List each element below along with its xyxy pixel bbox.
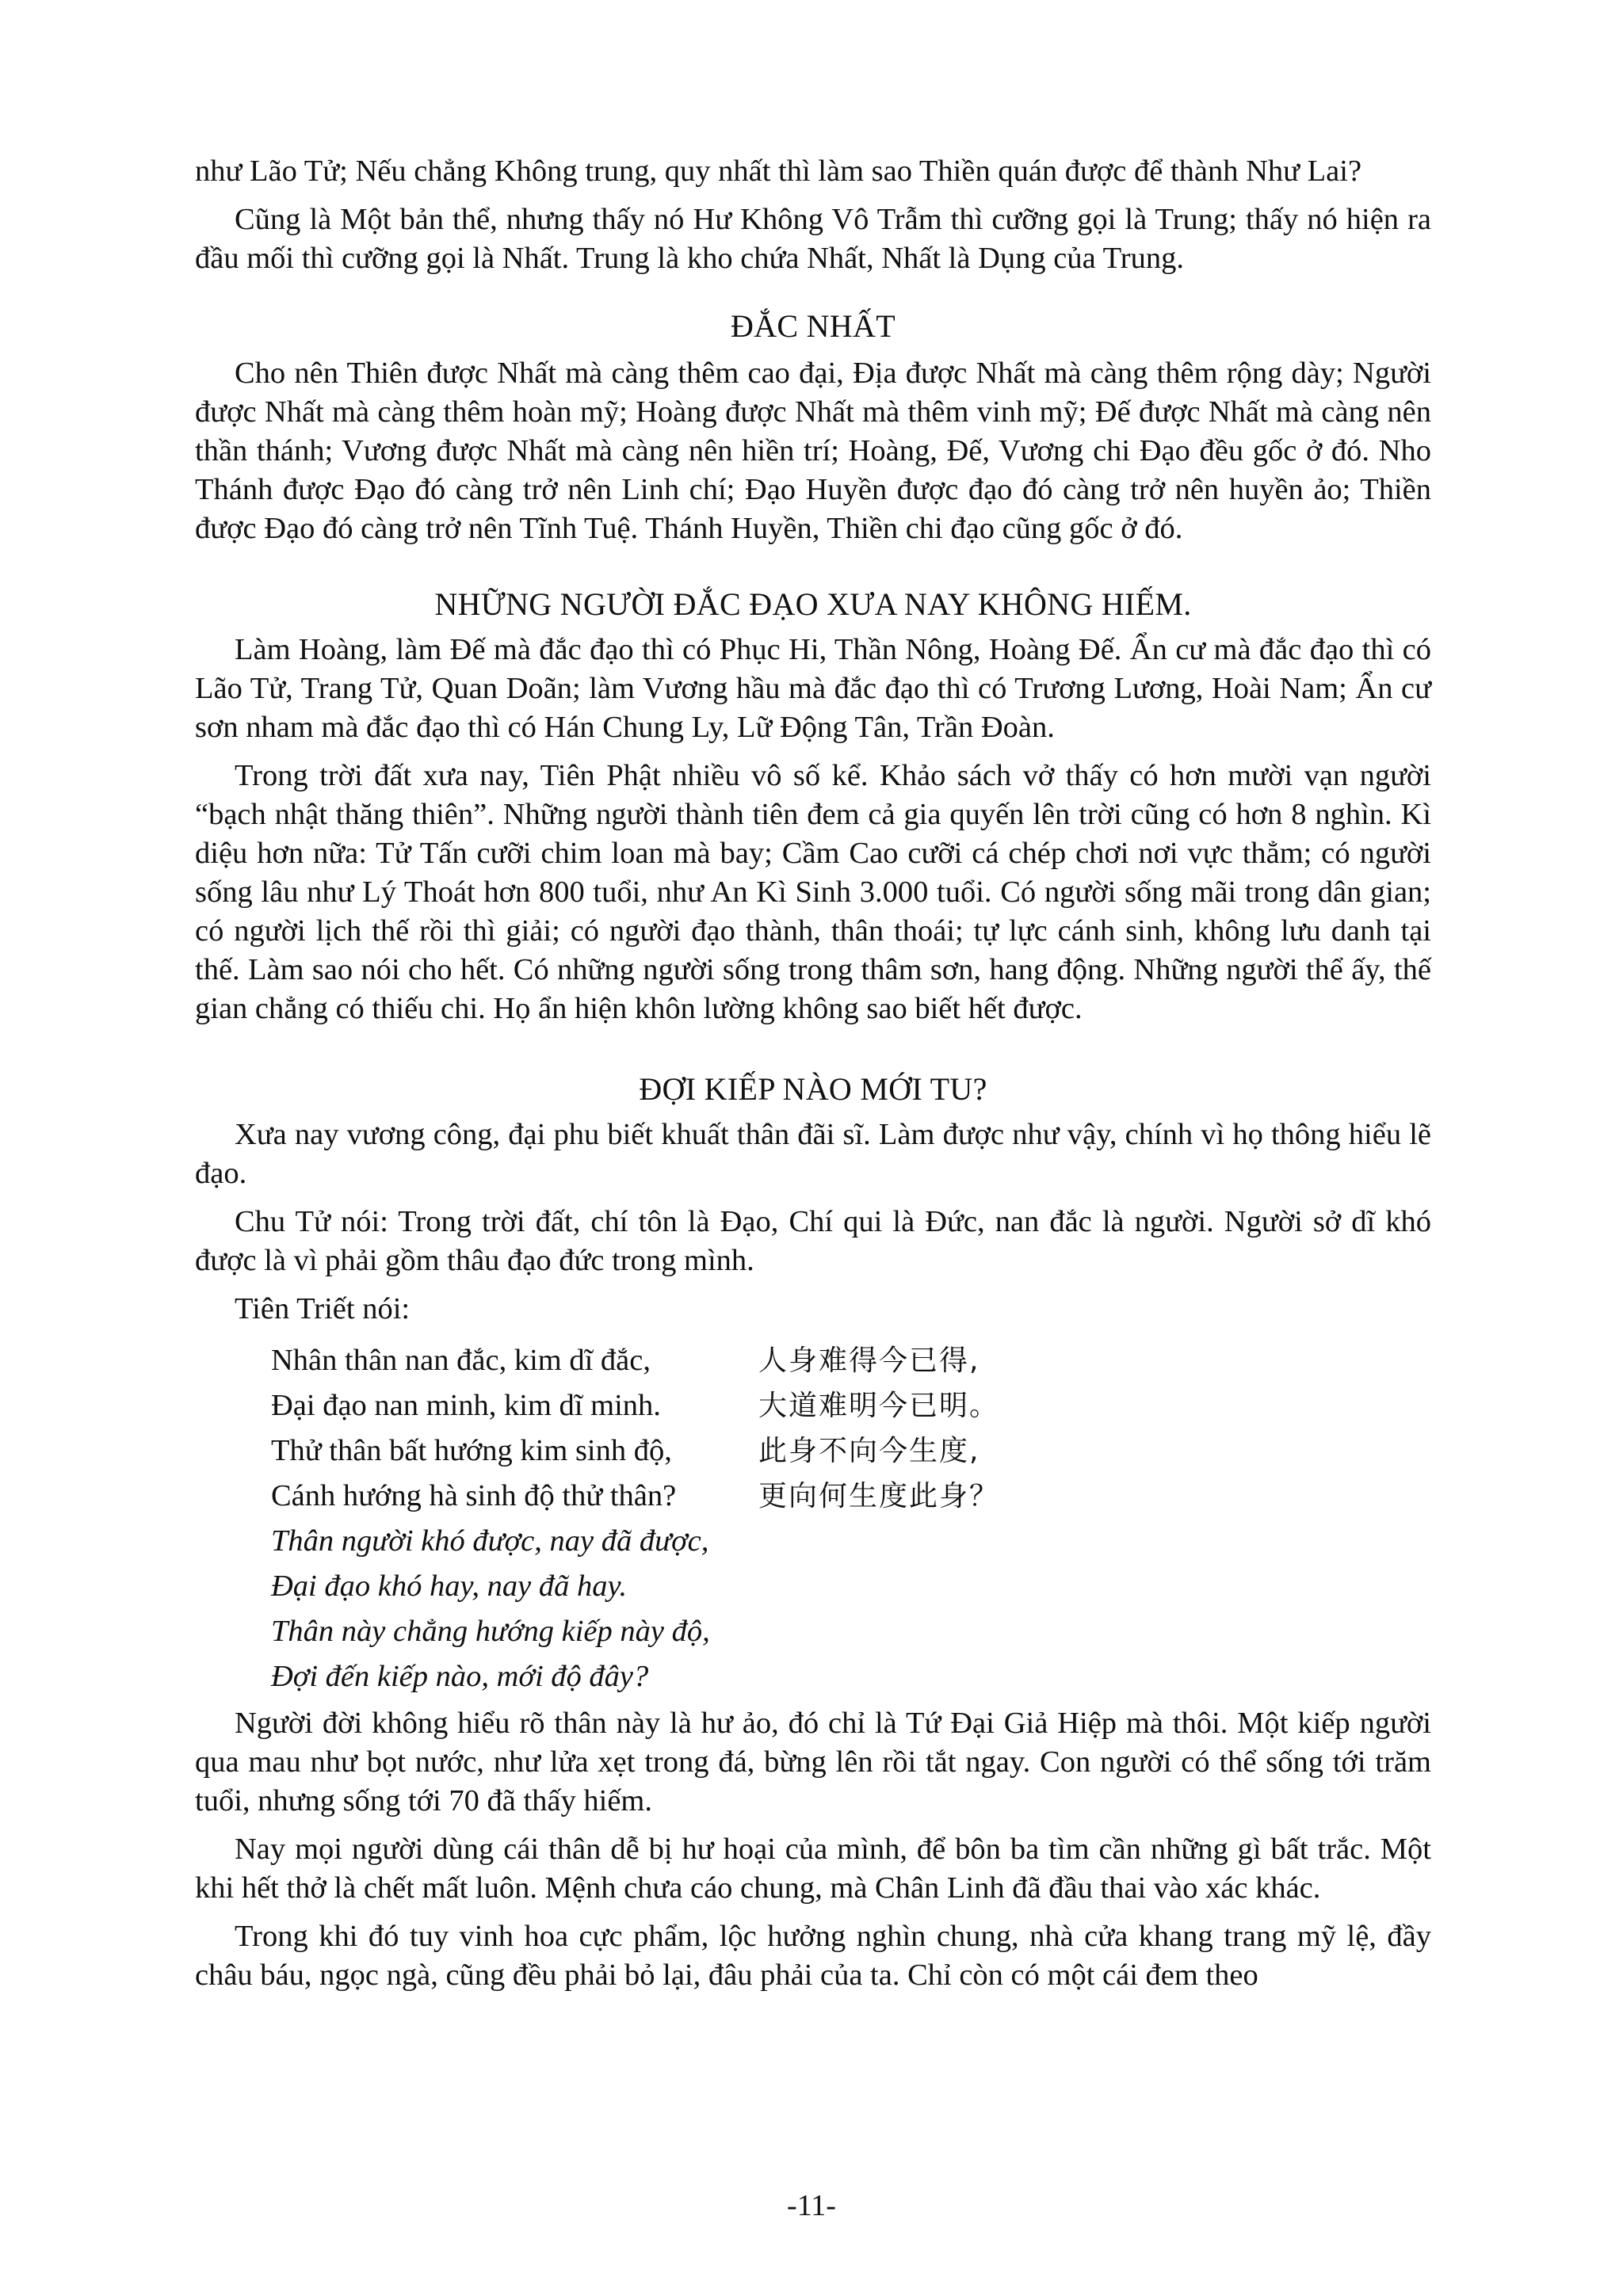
verse-translation-line: Thân người khó được, nay đã được, xyxy=(271,1524,709,1558)
heading-nguoi-dac-dao: NHỮNG NGƯỜI ĐẮC ĐẠO XƯA NAY KHÔNG HIẾM. xyxy=(434,586,1192,622)
paragraph-10: Nay mọi người dùng cái thân dễ bị hư hoại của mình, để bôn ba tìm cần những gì bất trắc. Một khi hết thở là chết mất luôn. Mệnh chưa cáo chung, mà Chân Linh đã đầu thai vào xác khác. xyxy=(195,1833,1431,1905)
verse-vietnamese: Cánh hướng hà sinh độ thử thân? xyxy=(271,1479,677,1512)
paragraph-1: như Lão Tử; Nếu chẳng Không trung, quy nhất thì làm sao Thiền quán được để thành Như Lai? xyxy=(195,154,1362,188)
verse-row xyxy=(271,1428,1431,1474)
paragraph-7: Chu Tử nói: Trong trời đất, chí tôn là Đạo, Chí qui là Đức, nan đắc là người. Người sở dĩ khó được là vì phải gồm thâu đạo đức trong mình. xyxy=(195,1205,1431,1277)
verse-chinese: 更向何生度此身？ xyxy=(758,1480,1000,1512)
verse-translation-line: Đợi đến kiếp nào, mới độ đây? xyxy=(271,1660,649,1693)
verse-vietnamese: Đại đạo nan minh, kim dĩ minh. xyxy=(271,1389,661,1422)
paragraph-8: Tiên Triết nói: xyxy=(235,1292,411,1325)
heading-doi-kiep: ĐỢI KIẾP NÀO MỚI TU? xyxy=(639,1071,987,1107)
verse-translation-line: Thân này chẳng hướng kiếp này độ, xyxy=(271,1615,710,1648)
verse-vietnamese: Nhân thân nan đắc, kim dĩ đắc, xyxy=(271,1344,651,1377)
verse-vietnamese: Thử thân bất hướng kim sinh độ, xyxy=(271,1434,672,1467)
paragraph-6: Xưa nay vương công, đại phu biết khuất thân đãi sĩ. Làm được như vậy, chính vì họ thông hiểu lẽ đạo. xyxy=(195,1118,1431,1190)
verse-chinese: 大道难明今已明。 xyxy=(758,1390,1000,1422)
verse-row xyxy=(271,1474,1431,1519)
heading-dac-nhat: ĐẮC NHẤT xyxy=(731,308,896,344)
paragraph-4: Làm Hoàng, làm Đế mà đắc đạo thì có Phục Hi, Thần Nông, Hoàng Đế. Ẩn cư mà đắc đạo thì có Lão Tử, Trang Tử, Quan Doãn; làm Vương hầu mà đắc đạo thì có Trương Lương, Hoài Nam; Ẩn cư sơn nham mà đắc đạo thì có Hán Chung Ly, Lữ Động Tân, Trần Đoàn. xyxy=(195,633,1431,744)
verse-row xyxy=(271,1383,1431,1428)
verse-block xyxy=(271,1338,1431,1519)
page-content xyxy=(195,152,1431,1995)
paragraph-3: Cho nên Thiên được Nhất mà càng thêm cao đại, Địa được Nhất mà càng thêm rộng dày; Người được Nhất mà càng thêm hoàn mỹ; Hoàng được Nhất mà thêm vinh mỹ; Đế được Nhất mà càng nên thần thánh; Vương được Nhất mà càng nên hiền trí; Hoàng, Đế, Vương chi Đạo đều gốc ở đó. Nho Thánh được Đạo đó càng trở nên Linh chí; Đạo Huyền được đạo đó càng trở nên huyền ảo; Thiền được Đạo đó càng trở nên Tĩnh Tuệ. Thánh Huyền, Thiền chi đạo cũng gốc ở đó. xyxy=(195,357,1431,545)
paragraph-2: Cũng là Một bản thể, nhưng thấy nó Hư Không Vô Trẫm thì cưỡng gọi là Trung; thấy nó hiện ra đầu mối thì cưỡng gọi là Nhất. Trung là kho chứa Nhất, Nhất là Dụng của Trung. xyxy=(195,203,1431,275)
paragraph-9: Người đời không hiểu rõ thân này là hư ảo, đó chỉ là Tứ Đại Giả Hiệp mà thôi. Một kiếp người qua mau như bọt nước, như lửa xẹt trong đá, bừng lên rồi tắt ngay. Con người có thể sống tới trăm tuổi, nhưng sống tới 70 đã thấy hiếm. xyxy=(195,1707,1431,1817)
page-number: -11- xyxy=(787,2189,836,2222)
verse-row xyxy=(271,1338,1431,1383)
verse-chinese: 人身难得今已得, xyxy=(758,1344,980,1377)
verse-translation xyxy=(271,1519,1431,1699)
verse-chinese: 此身不向今生度, xyxy=(758,1435,980,1467)
paragraph-5: Trong trời đất xưa nay, Tiên Phật nhiều vô số kể. Khảo sách vở thấy có hơn mười vạn người “bạch nhật thăng thiên”. Những người thành tiên đem cả gia quyến lên trời cũng có hơn 8 nghìn. Kì diệu hơn nữa: Tử Tấn cưỡi chim loan mà bay; Cầm Cao cưỡi cá chép chơi nơi vực thẳm; có người sống lâu như Lý Thoát hơn 800 tuổi, như An Kì Sinh 3.000 tuổi. Có người sống mãi trong dân gian; có người lịch thế rồi thì giải; có người đạo thành, thân thoái; tự lực cánh sinh, không lưu danh tại thế. Làm sao nói cho hết. Có những người sống trong thâm sơn, hang động. Những người thể ấy, thế gian chẳng có thiếu chi. Họ ẩn hiện khôn lường không sao biết hết được. xyxy=(195,759,1431,1025)
verse-translation-line: Đại đạo khó hay, nay đã hay. xyxy=(271,1569,628,1603)
paragraph-11: Trong khi đó tuy vinh hoa cực phẩm, lộc hưởng nghìn chung, nhà cửa khang trang mỹ lệ, đầy châu báu, ngọc ngà, cũng đều phải bỏ lại, đâu phải của ta. Chỉ còn có một cái đem theo xyxy=(195,1920,1431,1992)
